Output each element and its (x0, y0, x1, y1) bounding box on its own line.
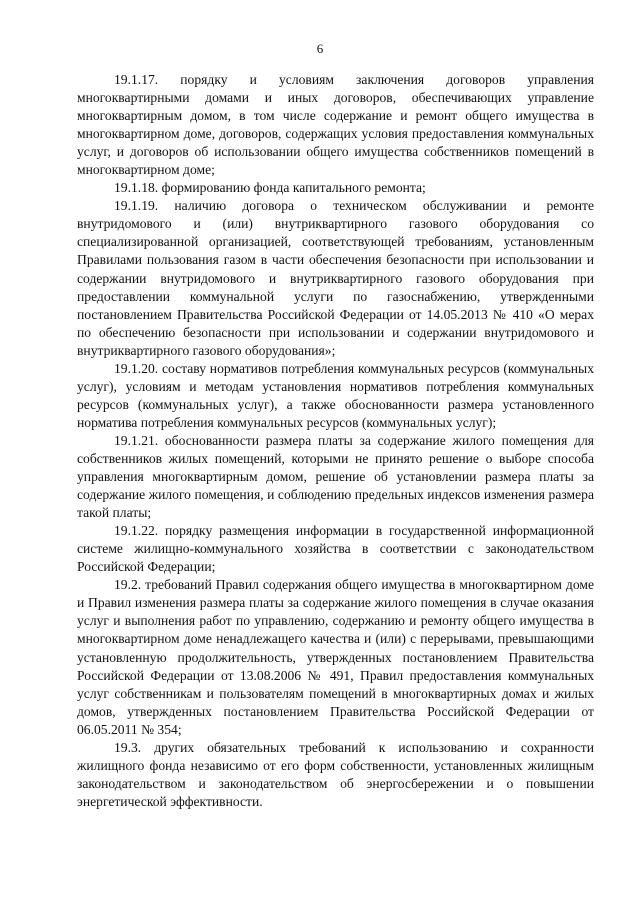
paragraph-19-1-22: 19.1.22. порядку размещения информации в государственной информационной системе жилищно-коммунального хозяйства в соответствии с законодательством Российской Федерации; (77, 523, 594, 575)
paragraph-19-1-21: 19.1.21. обоснованности размера платы за содержание жилого помещения для собственников жилых помещений, которыми не принято решение о выборе способа управления многоквартирным домом, решение об установлении размера платы за содержание жилого помещения, и соблюдению предельных индексов изменения размера такой платы; (77, 432, 594, 521)
paragraph-19-1-18: 19.1.18. формированию фонда капитального ремонта; (114, 180, 426, 196)
paragraph-19-3: 19.3. других обязательных требований к использованию и сохранности жилищного фонда независимо от его форм собственности, установленных жилищным законодательством и законодательством об энергосбережении и о повышении энергетической эффективности. (77, 739, 594, 809)
page-number: 6 (316, 41, 324, 56)
paragraph-19-2: 19.2. требований Правил содержания общего имущества в многоквартирном доме и Правил изменения размера платы за содержание жилого помещения в случае оказания услуг и выполнения работ по управлению, содержанию и ремонту общего имущества в многоквартирном доме ненадлежащего качества и (или) с перерывами, превышающими установленную продолжительность, утвержденных постановлением Правительства Российской Федерации от 13.08.2006 № 491, Правил предоставления коммунальных услуг собственникам и пользователям помещений в многоквартирных домах и жилых домов, утвержденных постановлением Правительства Российской Федерации от 06.05.2011 № 354; (77, 577, 594, 737)
paragraph-19-1-20: 19.1.20. составу нормативов потребления коммунальных ресурсов (коммунальных услуг), условиям и методам установления нормативов потребления коммунальных ресурсов (коммунальных услуг), а также обоснованности размера установленного норматива потребления коммунальных ресурсов (коммунальных услуг); (77, 360, 594, 430)
document-body (77, 71, 594, 811)
paragraph-19-1-17: 19.1.17. порядку и условиям заключения договоров управления многоквартирными домами и иных договоров, обеспечивающих управление многоквартирным домом, в том числе содержание и ремонт общего имущества в многоквартирном доме, договоров, содержащих условия предоставления коммунальных услуг, и договоров об использовании общего имущества собственников помещений в многоквартирном доме; (77, 72, 594, 178)
paragraph-19-1-19: 19.1.19. наличию договора о техническом обслуживании и ремонте внутридомового и (или) внутриквартирного газового оборудования со специализированной организацией, соответствующей требованиям, установленным Правилами пользования газом в части обеспечения безопасности при использовании и содержании внутридомового и внутриквартирного газового оборудования при предоставлении коммунальной услуги по газоснабжению, утвержденными постановлением Правительства Российской Федерации от 14.05.2013 № 410 «О мерах по обеспечению безопасности при использовании и содержании внутридомового и внутриквартирного газового оборудования»; (77, 198, 594, 358)
